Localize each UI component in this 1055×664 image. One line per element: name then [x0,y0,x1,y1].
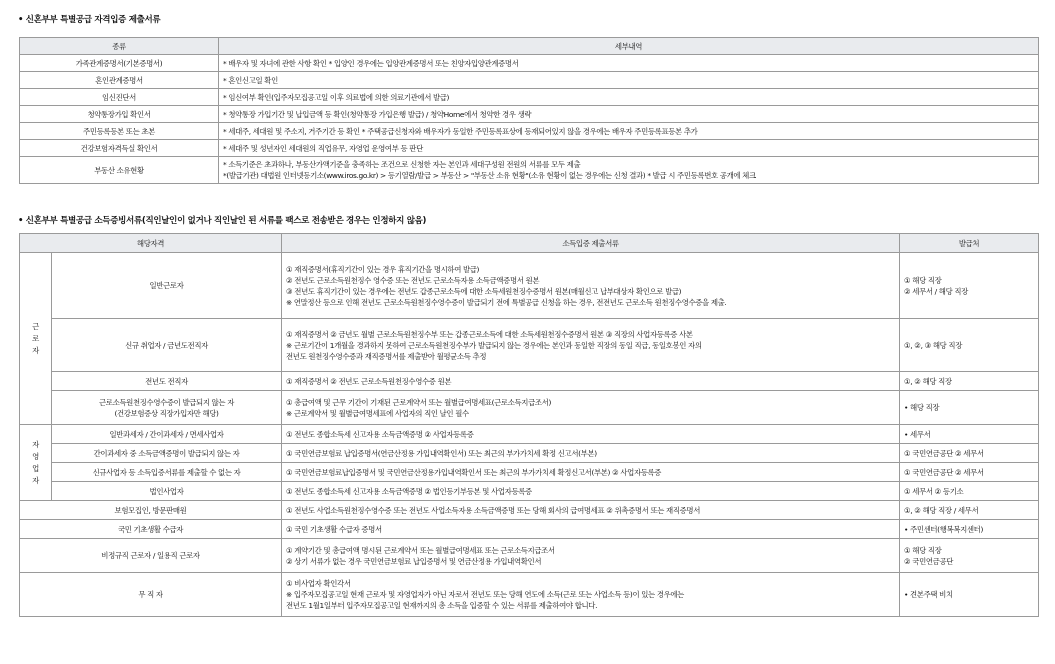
text-line: * 소득기준은 초과하나, 부동산가액기준을 충족하는 조건으로 신청한 자는 본인과 세대구성원 전원의 서류를 모두 제출 [223,160,581,169]
documents-cell [282,425,900,444]
documents-cell [282,319,900,372]
documents-cell [282,463,900,482]
issuer-cell [900,253,1039,319]
documents-cell [282,539,900,573]
document-type-cell: 부동산 소유현황 [20,157,219,184]
documents-cell [282,501,900,520]
text-line: 전년도 원천징수영수증과 재직증명서를 제출받아 월평균소득 추정 [286,351,487,361]
text-line: ① 전년도 종합소득세 신고자용 소득금액증명 ② 사업자등록증 [286,429,474,439]
text-line: • 세무서 [904,429,931,439]
header-documents: 소득입증 제출서류 [282,234,900,253]
section1-title: • 신혼부부 특별공급 자격입증 제출서류 [18,15,161,25]
text-line: ① 국민연금공단 ② 세무서 [904,448,984,458]
group-char: 자 [32,439,39,449]
header-type: 종류 [20,38,219,55]
group-char: 업 [32,463,39,473]
table-row [20,253,1039,319]
text-line: • 견본주택 비치 [904,590,953,599]
table-row [20,501,1039,520]
qualification-cell [52,425,282,444]
document-type-cell: 청약통장가입 확인서 [20,106,219,123]
documents-cell [282,372,900,391]
documents-cell [282,391,900,425]
document-detail-cell [219,140,1039,157]
table-row [20,123,1039,140]
table-row [20,89,1039,106]
group-char: 영 [32,451,39,461]
qualification-cell [52,319,282,372]
table-row [20,157,1039,184]
text-line: * 세대주, 세대원 및 주소지, 거주기간 등 확인 * 주택공급신청자와 배우자가 동일한 주민등록표상에 등재되어있지 않을 경우에는 배우자 주민등록표등본 추가 [223,126,698,136]
qualification-cell [52,391,282,425]
section2-body [20,253,1039,617]
text-line: *(발급기관) 대법원 인터넷등기소(www.iros.go.kr) > 등기열람/발급 > 부동산 > "부동산 소유 현황"(소유 현황이 없는 경우에는 신청 결과) * 발급 시 주민등록번호 공개에 체크 [223,171,756,180]
group-char: 근 [32,321,39,331]
text-line: * 임신여부 확인(입주자모집공고일 이후 의료법에 의한 의료기관에서 발급) [223,92,450,102]
issuer-cell [900,319,1039,372]
text-line: ① 국민연금공단 ② 세무서 [904,467,984,477]
text-line: ② 국민연금공단 [904,556,954,566]
qualification-cell [52,482,282,501]
qualification-cell [52,253,282,319]
text-line: 국민 기초생활 수급자 [117,524,184,534]
group-label-worker [20,253,52,425]
text-line: ①, ② 해당 직장 [904,376,952,386]
text-line: 법인사업자 [149,486,184,496]
section2-title: • 신혼부부 특별공급 소득증빙서류(직인날인이 없거나 직인날인 된 서류를 팩스로 전송받은 경우는 인정하지 않음) [18,216,427,226]
group-char: 로 [32,333,39,343]
qualification-cell [20,501,282,520]
issuer-cell [900,391,1039,425]
text-line: 비정규직 근로자 / 일용직 근로자 [101,551,200,560]
qualification-cell [20,520,282,539]
table-row [20,319,1039,372]
text-line: ※ 근로기간이 1개월을 경과하지 못하여 근로소득원천징수부가 발급되지 않는 경우에는 본인과 동일한 직장의 동일 직급, 동일호봉인 자의 [286,340,702,350]
document-detail-cell [219,55,1039,72]
qualification-cell [52,372,282,391]
group-char: 자 [32,345,39,355]
table-row [20,391,1039,425]
document-type-cell: 임신진단서 [20,89,219,106]
text-line: • 주민센터(행복복지센터) [904,524,983,534]
text-line: ① 국민연금보험료 납입증명서(연금산정용 가입내역확인서) 또는 최근의 부가가치세 확정 신고서(부본) [286,448,597,458]
issuer-cell [900,463,1039,482]
text-line: * 세대주 및 성년자인 세대원의 직업유무, 자영업 운영여부 등 판단 [223,143,423,153]
qualification-cell [52,444,282,463]
section2-table [19,233,1039,617]
text-line: 일반근로자 [149,281,184,290]
text-line: ①, ② 해당 직장 / 세무서 [904,505,979,515]
text-line: 일반과세자 / 간이과세자 / 면세사업자 [109,429,224,439]
text-line: ① 전년도 종합소득세 신고자용 소득금액증명 ② 법인등기부등본 및 사업자등록증 [286,486,532,496]
text-line: ① 비사업자 확인각서 [286,579,351,588]
text-line: ③ 전년도 휴직기간이 있는 경우에는 전년도 갑종근로소득에 대한 소득세원천징수증명서 원본(매월신고 납부대상자 확인으로 발급) [286,286,682,296]
text-line: 무 직 자 [138,590,163,599]
document-detail-cell [219,123,1039,140]
text-line: ① 해당 직장 [904,275,942,285]
text-line: * 배우자 및 자녀에 관한 사항 확인 * 입양인 경우에는 입양관계증명서 또는 친양자입양관계증명서 [223,58,519,68]
text-line: ①, ②, ③ 해당 직장 [904,340,962,350]
text-line: ① 계약기간 및 총급여액 명시된 근로계약서 또는 월별급여명세표 또는 근로소득지급조서 [286,545,555,555]
table-row [20,140,1039,157]
issuer-cell [900,501,1039,520]
header-qualification: 해당자격 [20,234,282,253]
section1-body [20,55,1039,184]
qualification-cell [52,463,282,482]
text-line: 신규 취업자 / 금년도전직자 [125,340,208,350]
table-row [20,106,1039,123]
issuer-cell [900,425,1039,444]
document-detail-cell [219,106,1039,123]
issuer-cell [900,372,1039,391]
table-row [20,425,1039,444]
document-detail-cell [219,157,1039,184]
text-line: ※ 근로계약서 및 월별급여명세표에 사업자의 직인 날인 필수 [286,408,469,418]
table-row [20,539,1039,573]
issuer-cell [900,444,1039,463]
text-line: 근로소득원천징수영수증이 발급되지 않는 자 [99,397,234,407]
table-header-row [20,38,1039,55]
text-line: 전년도 1월1일부터 입주자모집공고일 현재까지의 총 소득을 입증할 수 있는 서류를 제출하여야 합니다. [286,601,598,610]
document-type-cell: 혼인관계증명서 [20,72,219,89]
header-issuer: 발급처 [900,234,1039,253]
text-line: * 혼인신고일 확인 [223,75,278,85]
issuer-cell [900,520,1039,539]
text-line: ① 재직증명서 ② 금년도 월별 근로소득원천징수부 또는 갑종근로소득에 대한 소득세원천징수증명서 원본 ③ 직장의 사업자등록증 사본 [286,329,693,339]
text-line: ① 세무서 ② 등기소 [904,486,964,496]
issuer-cell [900,573,1039,617]
text-line: ① 국민연금보험료납입증명서 및 국민연금산정용가입내역확인서 또는 최근의 부가가치세 확정신고서(부본) ② 사업자등록증 [286,467,662,477]
header-detail: 세부내역 [219,38,1039,55]
documents-cell [282,444,900,463]
text-line: ① 전년도 사업소득원천징수영수증 또는 전년도 사업소득자용 소득금액증명 또는 당해 회사의 급여명세표 ② 위촉증명서 또는 재직증명서 [286,505,700,515]
group-label-self-employed [20,425,52,501]
text-line: ② 전년도 근로소득원천징수 영수증 또는 전년도 근로소득자용 소득금액증명서 원본 [286,275,540,285]
table-row [20,55,1039,72]
document-type-cell: 주민등록등본 또는 초본 [20,123,219,140]
text-line: 전년도 전직자 [145,376,188,386]
document-detail-cell [219,72,1039,89]
text-line: 보험모집인, 방문판매원 [114,505,187,515]
qualification-cell [20,573,282,617]
qualification-cell [20,539,282,573]
text-line: 간이과세자 중 소득금액증명이 발급되지 않는 자 [93,448,240,458]
table-row [20,482,1039,501]
document-detail-cell [219,89,1039,106]
text-line: ※ 연말정산 등으로 인해 전년도 근로소득원천징수영수증이 발급되기 전에 특별공급 신청을 하는 경우, 전전년도 근로소득 원천징수영수증을 제출. [286,297,727,307]
table-row [20,444,1039,463]
text-line: • 해당 직장 [904,403,940,412]
text-line: ① 국민 기초생활 수급자 증명서 [286,524,382,534]
table-row [20,463,1039,482]
group-char: 자 [32,475,39,485]
document-type-cell: 건강보험자격득실 확인서 [20,140,219,157]
documents-cell [282,573,900,617]
table-header-row [20,234,1039,253]
documents-cell [282,520,900,539]
text-line: * 청약통장 가입기간 및 납입금액 등 확인(청약통장 가입은행 발급) / 청약Home에서 청약한 경우 생략 [223,109,532,119]
text-line: ② 상기 서류가 없는 경우 국민연금보험료 납입증명서 및 연금산정용 가입내역확인서 [286,556,542,566]
documents-cell [282,482,900,501]
text-line: ※ 입주자모집공고일 현재 근로자 및 자영업자가 아닌 자로서 전년도 또는 당해 연도에 소득(근로 또는 사업소득 등)이 있는 경우에는 [286,590,684,599]
text-line: (건강보험증상 직장가입자만 해당) [114,408,219,418]
table-row [20,573,1039,617]
issuer-cell [900,539,1039,573]
text-line: ① 재직증명서(휴직기간이 있는 경우 휴직기간을 명시하여 발급) [286,264,480,274]
table-row [20,72,1039,89]
text-line: ① 총급여액 및 근무 기간이 기재된 근로계약서 또는 월별급여명세표(근로소득지급조서) [286,397,551,407]
text-line: ② 세무서 / 해당 직장 [904,286,968,296]
section1-table [19,37,1039,184]
text-line: ① 해당 직장 [904,545,942,555]
document-type-cell: 가족관계증명서(기본증명서) [20,55,219,72]
documents-cell [282,253,900,319]
text-line: 신규사업자 등 소득입증서류를 제출할 수 없는 자 [92,467,241,477]
issuer-cell [900,482,1039,501]
text-line: ① 재직증명서 ② 전년도 근로소득원천징수영수증 원본 [286,376,452,386]
table-row [20,520,1039,539]
table-row [20,372,1039,391]
